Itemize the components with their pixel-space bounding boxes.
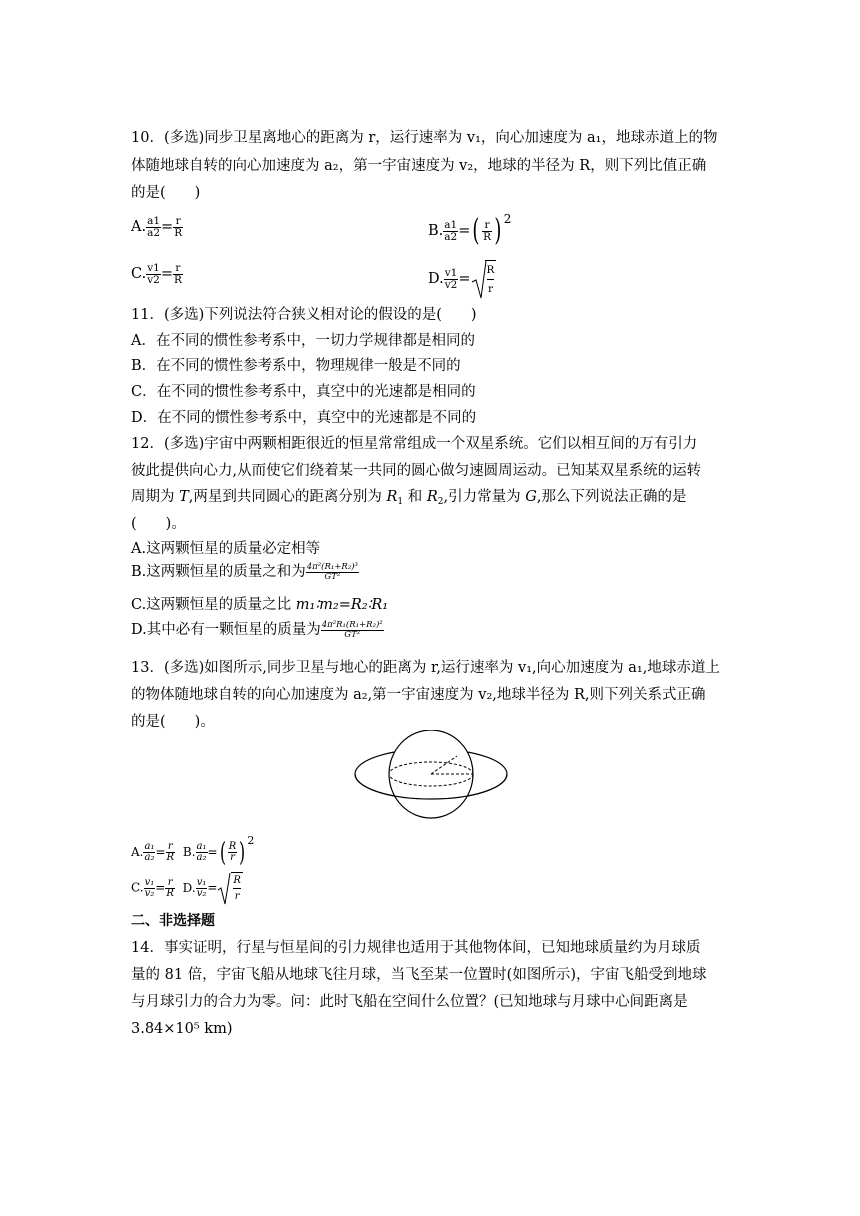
q12-option-c: C.这两颗恒星的质量之比 m₁∶m₂=R₂∶R₁: [131, 597, 389, 613]
section-heading: 二、非选择题: [131, 913, 215, 929]
q11-option-b: B．在不同的惯性参考系中，物理规律一般是不同的: [131, 358, 461, 374]
q10-option-c: C. $\frac{v1}{v2}$ = $\frac{r}{R}$: [131, 262, 182, 286]
q12-option-b: B.这两颗恒星的质量之和为 $\frac{\text{4π²(R₁+R₂)³}}{\text{GT²}}$: [131, 562, 358, 582]
q10-option-b: B. $\frac{a1}{a2}$ =( $\frac{r}{R}$ ) $^2$: [428, 212, 512, 248]
q11-option-c: C．在不同的惯性参考系中，真空中的光速都是相同的: [131, 384, 476, 400]
q14-line-4: 3.84×10⁵ km): [131, 1021, 233, 1037]
q14-line-3: 与月球引力的合力为零。问：此时飞船在空间什么位置？(已知地球与月球中心间距离是: [131, 994, 688, 1010]
q13-options-cd: C. $\frac{\text{v₁}}{\text{v₂}}$ = $\frac{r}{R}$ D. $\frac{\text{v₁}}{\text{v₂}}$ = $\frac{R}{r}$: [131, 872, 243, 904]
q14-line-2: 量的 81 倍，宇宙飞船从地球飞往月球，当飞至某一位置时(如图所示)，宇宙飞船受到地球: [131, 967, 707, 983]
q10-line-2: 体随地球自转的向心加速度为 a₂，第一宇宙速度为 v₂，地球的半径为 R，则下列比值正确: [131, 158, 707, 174]
q11-option-a: A．在不同的惯性参考系中，一切力学规律都是相同的: [131, 333, 475, 349]
earth-orbit-figure: [352, 730, 510, 822]
q11-option-d: D．在不同的惯性参考系中，真空中的光速都是不同的: [131, 410, 477, 426]
q13-line-3: 的是( )。: [131, 714, 215, 730]
q12-option-a: A.这两颗恒星的质量必定相等: [131, 541, 321, 557]
q12-option-d: D.其中必有一颗恒星的质量为 $\frac{\text{4π²R₁(R₁+R₂)²}}{\text{GT²}}$: [131, 620, 383, 640]
q13-options-ab: A. $\frac{\text{a₁}}{\text{a₂}}$ = $\frac{r}{R}$ B. $\frac{\text{a₁}}{\text{a₂}}$ =( $\frac{R}{r}$ ) 2: [131, 834, 255, 868]
q10-line-3: 的是( ): [131, 185, 201, 201]
q14-line-1: 14．事实证明，行星与恒星间的引力规律也适用于其他物体间，已知地球质量约为月球质: [131, 940, 701, 956]
q12-line-2: 彼此提供向心力,从而使它们绕着某一共同的圆心做匀速圆周运动。已知某双星系统的运转: [131, 463, 702, 479]
sqrt-symbol: $\frac{R}{r}$: [217, 872, 243, 904]
q10-option-a: A. $\frac{a1}{a2}$ = $\frac{r}{R}$: [131, 215, 183, 239]
q10-option-d: D. $\frac{v1}{v2}$ = $\frac{R}{r}$: [428, 260, 496, 298]
q11-stem: 11．(多选)下列说法符合狭义相对论的假设的是( ): [131, 307, 477, 323]
q13-line-1: 13．(多选)如图所示,同步卫星与地心的距离为 r,运行速率为 v₁,向心加速度为 a₁,地球赤道上: [131, 660, 720, 676]
q13-line-2: 的物体随地球自转的向心加速度为 a₂,第一宇宙速度为 v₂,地球半径为 R,则下列关系式正确: [131, 687, 706, 703]
q12-line-3: 周期为 T,两星到共同圆心的距离分别为 $R_1$ 和 $R_2$,引力常量为 G,那么下列说法正确的是: [131, 489, 687, 507]
q10-line-1: 10．(多选)同步卫星离地心的距离为 r，运行速率为 v₁，向心加速度为 a₁，地球赤道上的物: [131, 130, 718, 146]
sqrt-symbol: $\frac{R}{r}$: [471, 260, 497, 298]
q12-line-4: ( )。: [131, 516, 186, 532]
q12-line-1: 12．(多选)宇宙中两颗相距很近的恒星常常组成一个双星系统。它们以相互间的万有引力: [131, 436, 698, 452]
